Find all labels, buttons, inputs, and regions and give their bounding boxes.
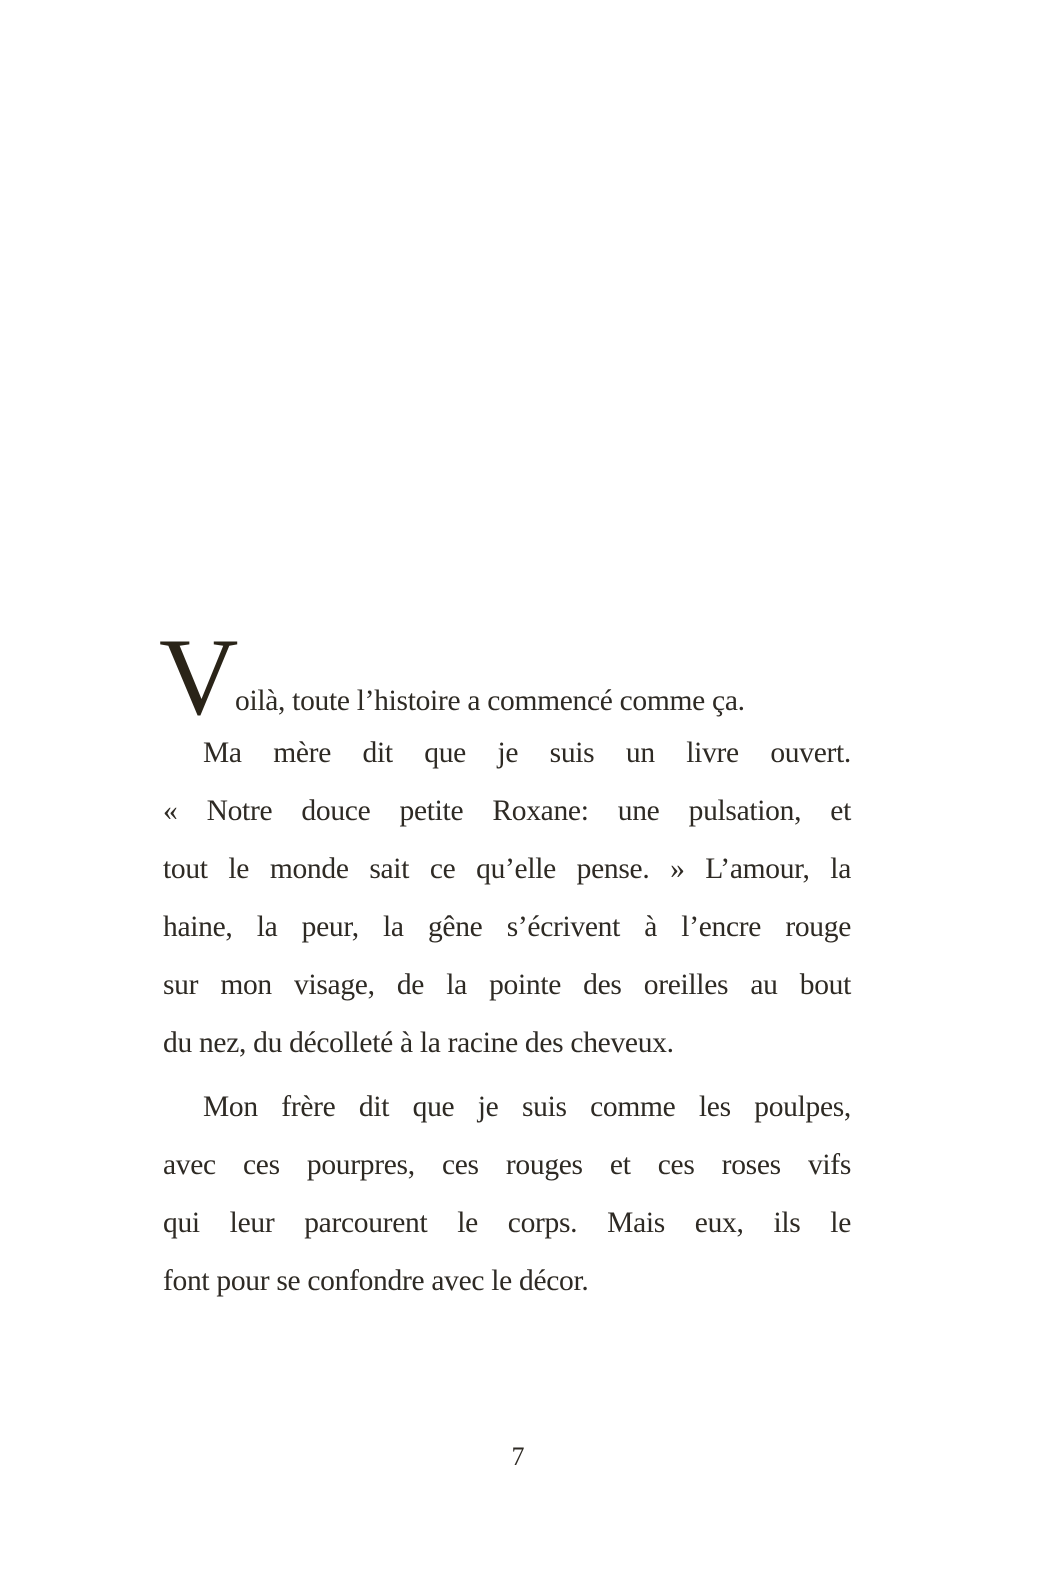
body-text <box>159 614 851 1310</box>
text-line: qui leur parcourent le corps. Mais eux, ils le <box>163 1207 851 1239</box>
paragraph-2 <box>163 1078 851 1310</box>
opening-line <box>159 614 851 738</box>
text-line: haine, la peur, la gêne s’écrivent à l’encre rouge <box>163 911 851 943</box>
paragraph-1 <box>163 724 851 1072</box>
drop-cap: V <box>159 616 239 738</box>
text-line: avec ces pourpres, ces rouges et ces roses vifs <box>163 1149 851 1181</box>
text-line: « Notre douce petite Roxane: une pulsation, et <box>163 795 851 827</box>
page-number: 7 <box>511 1442 525 1471</box>
text-line: sur mon visage, de la pointe des oreilles au bout <box>163 969 851 1001</box>
text-line: tout le monde sait ce qu’elle pense. » L’amour, la <box>163 853 851 885</box>
opening-line-text: oilà, toute l’histoire a commencé comme ça. <box>235 685 745 717</box>
text-line: Mon frère dit que je suis comme les poulpes, <box>203 1091 851 1123</box>
text-line: Ma mère dit que je suis un livre ouvert. <box>203 737 851 769</box>
text-line: du nez, du décolleté à la racine des cheveux. <box>163 1027 674 1059</box>
text-line: font pour se confondre avec le décor. <box>163 1265 589 1297</box>
